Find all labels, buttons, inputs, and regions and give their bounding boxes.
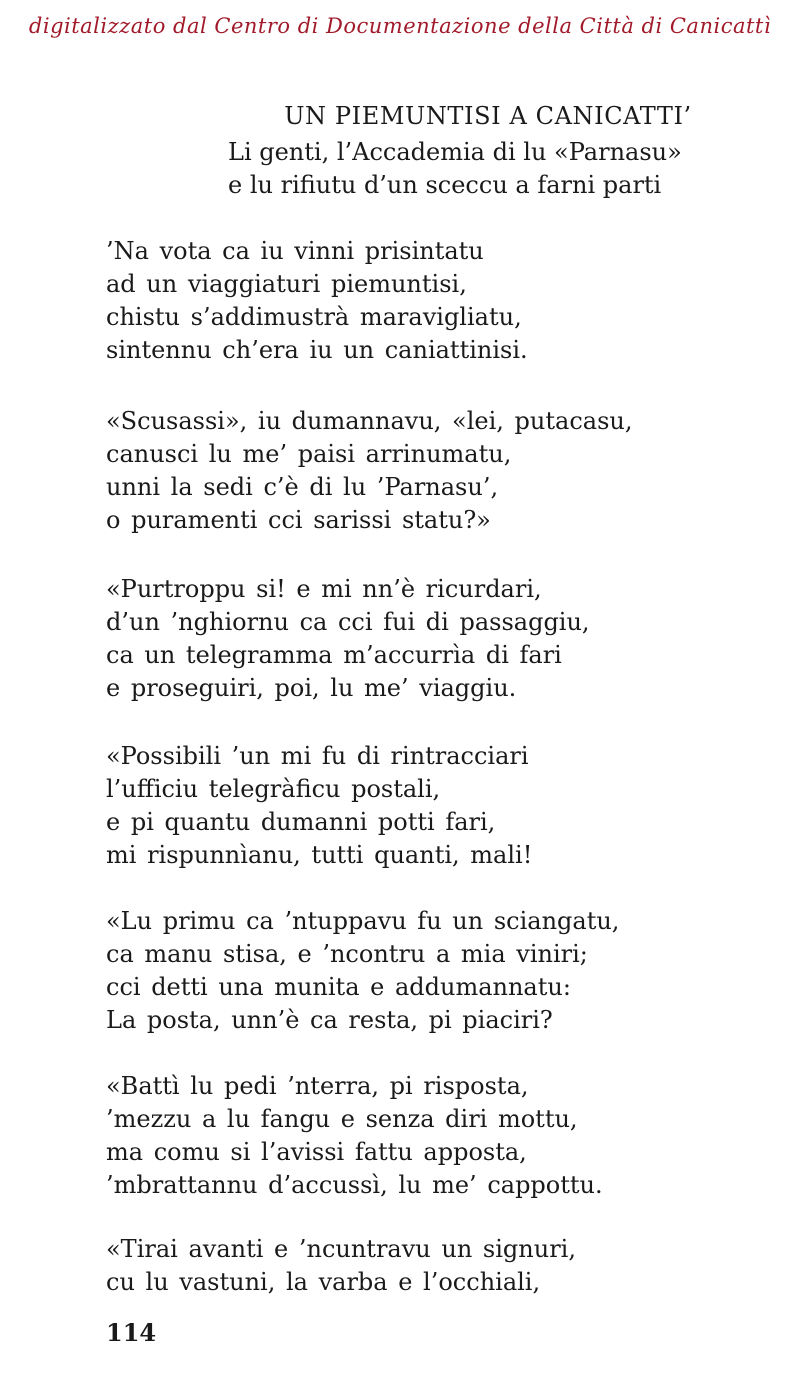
verse-line: «Lu primu ca ’ntuppavu fu un sciangatu, bbox=[106, 907, 620, 935]
verse-line: e proseguiri, poi, lu me’ viaggiu. bbox=[106, 674, 517, 702]
subtitle-line-2: e lu rifiutu d’un sceccu a farni parti bbox=[228, 171, 662, 199]
verse-line: d’un ’nghiornu ca cci fui di passaggiu, bbox=[106, 608, 590, 636]
verse-line: unni la sedi c’è di lu ’Parnasu’, bbox=[106, 473, 499, 501]
verse-line: cci detti una munita e addumannatu: bbox=[106, 973, 571, 1001]
subtitle-line-1: Li genti, l’Accademia di lu «Parnasu» bbox=[228, 138, 682, 166]
page-number: 114 bbox=[106, 1318, 157, 1347]
verse-line: ca un telegramma m’accurrìa di fari bbox=[106, 641, 562, 669]
verse-line: ’Na vota ca iu vinni prisintatu bbox=[106, 237, 484, 265]
verse-line: canusci lu me’ paisi arrinumatu, bbox=[106, 440, 512, 468]
verse-line: «Scusassi», iu dumannavu, «lei, putacasu, bbox=[106, 407, 633, 435]
stanza-6 bbox=[106, 1070, 603, 1202]
verse-line: mi rispunnìanu, tutti quanti, mali! bbox=[106, 841, 533, 869]
stanza-3 bbox=[106, 573, 590, 705]
stanza-5 bbox=[106, 905, 619, 1037]
stanza-4 bbox=[106, 740, 532, 872]
verse-line: cu lu vastuni, la varba e l’occhiali, bbox=[106, 1268, 541, 1296]
verse-line: e pi quantu dumanni potti fari, bbox=[106, 808, 496, 836]
watermark-header: digitalizzato dal Centro di Documentazione della Città di Canicattì bbox=[28, 14, 772, 38]
verse-line: o puramenti cci sarissi statu?» bbox=[106, 506, 491, 534]
stanza-2 bbox=[106, 405, 632, 537]
verse-line: ’mbrattannu d’accussì, lu me’ cappottu. bbox=[106, 1171, 603, 1199]
verse-line: «Possibili ’un mi fu di rintracciari bbox=[106, 742, 529, 770]
verse-line: ad un viaggiaturi piemuntisi, bbox=[106, 270, 467, 298]
poem-subtitle bbox=[0, 136, 800, 202]
verse-line: chistu s’addimustrà maravigliatu, bbox=[106, 303, 522, 331]
stanza-7 bbox=[106, 1233, 576, 1299]
poem-title: UN PIEMUNTISI A CANICATTI’ bbox=[284, 102, 692, 130]
stanza-1 bbox=[106, 235, 528, 367]
verse-line: «Tirai avanti e ’ncuntravu un signuri, bbox=[106, 1235, 576, 1263]
verse-line: l’ufficiu telegràficu postali, bbox=[106, 775, 441, 803]
verse-line: ca manu stisa, e ’ncontru a mia viniri; bbox=[106, 940, 588, 968]
verse-line: «Battì lu pedi ’nterra, pi risposta, bbox=[106, 1072, 529, 1100]
verse-line: sintennu ch’era iu un caniattinisi. bbox=[106, 336, 528, 364]
verse-line: La posta, unn’è ca resta, pi piaciri? bbox=[106, 1006, 553, 1034]
verse-line: ’mezzu a lu fangu e senza diri mottu, bbox=[106, 1105, 578, 1133]
verse-line: «Purtroppu si! e mi nn’è ricurdari, bbox=[106, 575, 542, 603]
verse-line: ma comu si l’avissi fattu apposta, bbox=[106, 1138, 527, 1166]
